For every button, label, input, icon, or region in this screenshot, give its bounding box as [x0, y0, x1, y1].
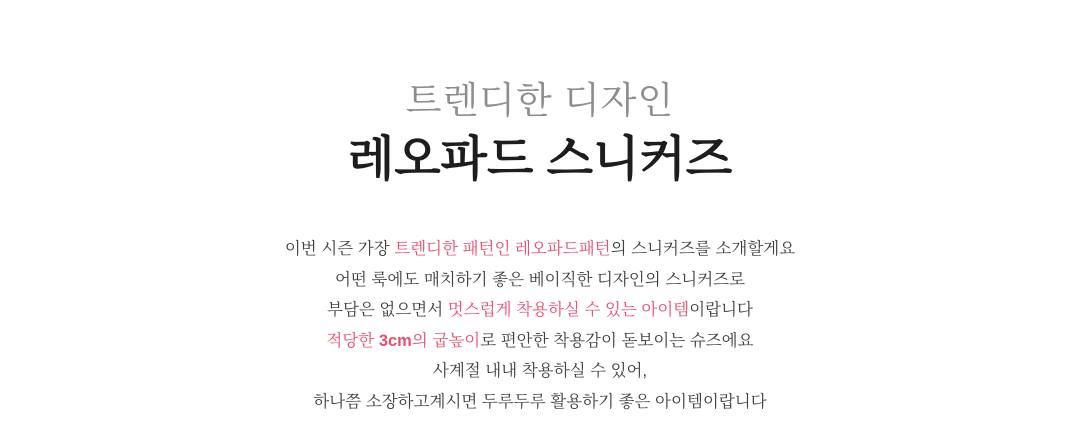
description-line-6-text: 하나쯤 소장하고계시면 두루두루 활용하기 좋은 아이템이랍니다	[313, 392, 767, 411]
description-line-2	[285, 265, 795, 296]
description-line-1-text-a: 이번 시즌 가장	[284, 240, 395, 259]
description-block	[285, 234, 795, 417]
description-line-5-text: 사계절 내내 착용하실 수 있어,	[432, 362, 648, 381]
description-line-3-accent: 멋스럽게 착용하실 수 있는 아이템	[447, 301, 690, 320]
description-line-6	[285, 387, 795, 418]
description-line-1-accent: 트렌디한 패턴인 레오파드패턴	[394, 240, 611, 259]
description-line-4-accent-a: 적당한	[326, 331, 379, 350]
description-line-4-accent-b: 의 굽높이	[411, 331, 481, 350]
description-line-1	[285, 234, 795, 265]
headline-subtitle: 트렌디한 디자인	[405, 80, 675, 121]
description-line-3	[285, 295, 795, 326]
description-line-1-text-b: 의 스니커즈를 소개할게요	[610, 240, 796, 259]
description-line-5	[285, 356, 795, 387]
description-line-4-text: 로 편안한 착용감이 돋보이는 슈즈에요	[480, 331, 754, 350]
description-line-4	[285, 326, 795, 357]
description-line-2-text: 어떤 룩에도 매치하기 좋은 베이직한 디자인의 스니커즈로	[334, 270, 746, 289]
description-line-3-text-a: 부담은 없으면서	[327, 301, 448, 320]
description-line-3-text-b: 이랍니다	[689, 301, 753, 320]
headline-title: 레오파드 스니커즈	[347, 133, 733, 187]
description-line-4-heel-height: 3cm	[378, 331, 412, 350]
